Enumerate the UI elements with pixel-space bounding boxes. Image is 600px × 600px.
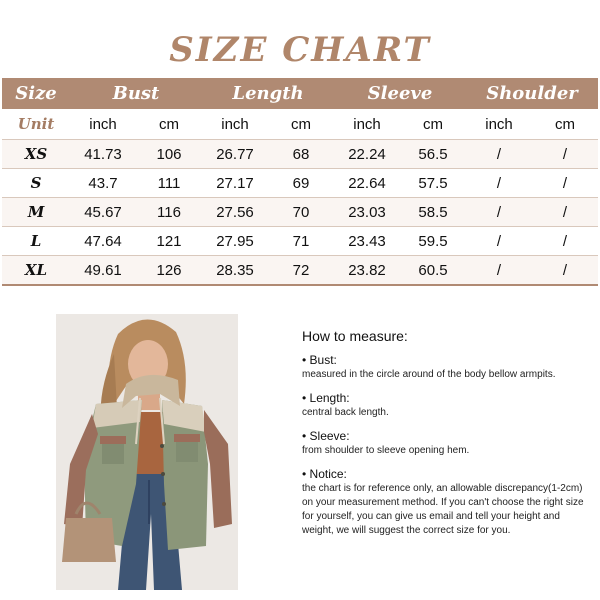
unit-cell: cm bbox=[268, 109, 334, 140]
value-cell: / bbox=[466, 256, 532, 286]
measure-title: How to measure: bbox=[302, 328, 408, 344]
unit-cell: inch bbox=[466, 109, 532, 140]
value-cell: 57.5 bbox=[400, 169, 466, 198]
header-shoulder: Shoulder bbox=[466, 78, 598, 109]
size-row-s bbox=[2, 169, 598, 198]
measure-item-length bbox=[302, 391, 594, 420]
value-cell: 69 bbox=[268, 169, 334, 198]
unit-label: Unit bbox=[2, 109, 70, 140]
measure-item-notice bbox=[302, 467, 594, 538]
header-size: Size bbox=[2, 78, 70, 109]
value-cell: / bbox=[532, 140, 598, 169]
measure-heading: • Length: bbox=[302, 391, 350, 405]
value-cell: 41.73 bbox=[70, 140, 136, 169]
size-row-l bbox=[2, 227, 598, 256]
value-cell: 27.95 bbox=[202, 227, 268, 256]
size-label: XL bbox=[2, 256, 70, 286]
header-row bbox=[2, 78, 598, 109]
size-chart-title: SIZE CHART bbox=[169, 30, 431, 70]
size-label: M bbox=[2, 198, 70, 227]
value-cell: / bbox=[466, 169, 532, 198]
value-cell: 26.77 bbox=[202, 140, 268, 169]
unit-cell: cm bbox=[532, 109, 598, 140]
unit-cell: inch bbox=[202, 109, 268, 140]
value-cell: / bbox=[466, 140, 532, 169]
measure-description: measured in the circle around of the body bellow armpits. bbox=[302, 369, 556, 380]
header-bust: Bust bbox=[70, 78, 202, 109]
value-cell: 56.5 bbox=[400, 140, 466, 169]
value-cell: / bbox=[466, 198, 532, 227]
value-cell: 23.82 bbox=[334, 256, 400, 286]
value-cell: / bbox=[532, 198, 598, 227]
value-cell: 23.03 bbox=[334, 198, 400, 227]
model-jacket-photo bbox=[56, 314, 238, 590]
value-cell: 71 bbox=[268, 227, 334, 256]
value-cell: 121 bbox=[136, 227, 202, 256]
value-cell: 116 bbox=[136, 198, 202, 227]
value-cell: 68 bbox=[268, 140, 334, 169]
unit-row bbox=[2, 109, 598, 140]
value-cell: 47.64 bbox=[70, 227, 136, 256]
measure-item-bust bbox=[302, 353, 594, 382]
unit-cell: inch bbox=[334, 109, 400, 140]
jacket-illustration bbox=[56, 314, 238, 590]
value-cell: / bbox=[532, 256, 598, 286]
value-cell: 49.61 bbox=[70, 256, 136, 286]
value-cell: 43.7 bbox=[70, 169, 136, 198]
value-cell: 23.43 bbox=[334, 227, 400, 256]
size-row-m bbox=[2, 198, 598, 227]
unit-cell: cm bbox=[136, 109, 202, 140]
value-cell: 45.67 bbox=[70, 198, 136, 227]
measure-description: central back length. bbox=[302, 407, 389, 418]
value-cell: / bbox=[466, 227, 532, 256]
measure-description: from shoulder to sleeve opening hem. bbox=[302, 445, 470, 456]
measure-heading: • Bust: bbox=[302, 353, 337, 367]
size-row-xl bbox=[2, 256, 598, 286]
measure-heading: • Notice: bbox=[302, 467, 347, 481]
value-cell: 126 bbox=[136, 256, 202, 286]
value-cell: 22.64 bbox=[334, 169, 400, 198]
size-label: S bbox=[2, 169, 70, 198]
value-cell: 58.5 bbox=[400, 198, 466, 227]
value-cell: 111 bbox=[136, 169, 202, 198]
header-sleeve: Sleeve bbox=[334, 78, 466, 109]
value-cell: 70 bbox=[268, 198, 334, 227]
measure-heading: • Sleeve: bbox=[302, 429, 350, 443]
value-cell: 59.5 bbox=[400, 227, 466, 256]
value-cell: / bbox=[532, 227, 598, 256]
value-cell: 27.56 bbox=[202, 198, 268, 227]
value-cell: 28.35 bbox=[202, 256, 268, 286]
how-to-measure-section bbox=[302, 328, 594, 538]
value-cell: 27.17 bbox=[202, 169, 268, 198]
value-cell: 22.24 bbox=[334, 140, 400, 169]
value-cell: 106 bbox=[136, 140, 202, 169]
measure-item-sleeve bbox=[302, 429, 594, 458]
size-label: L bbox=[2, 227, 70, 256]
size-chart-table bbox=[2, 78, 598, 286]
value-cell: 60.5 bbox=[400, 256, 466, 286]
value-cell: / bbox=[532, 169, 598, 198]
measure-description: the chart is for reference only, an allowable discrepancy(1-2cm) on your measurement method. If you can't choose the right size for yourself, you can give us email and tell your height and weight, we will suggest the correct size for you. bbox=[302, 483, 584, 536]
size-label: XS bbox=[2, 140, 70, 169]
unit-cell: inch bbox=[70, 109, 136, 140]
size-row-xs bbox=[2, 140, 598, 169]
unit-cell: cm bbox=[400, 109, 466, 140]
header-length: Length bbox=[202, 78, 334, 109]
value-cell: 72 bbox=[268, 256, 334, 286]
